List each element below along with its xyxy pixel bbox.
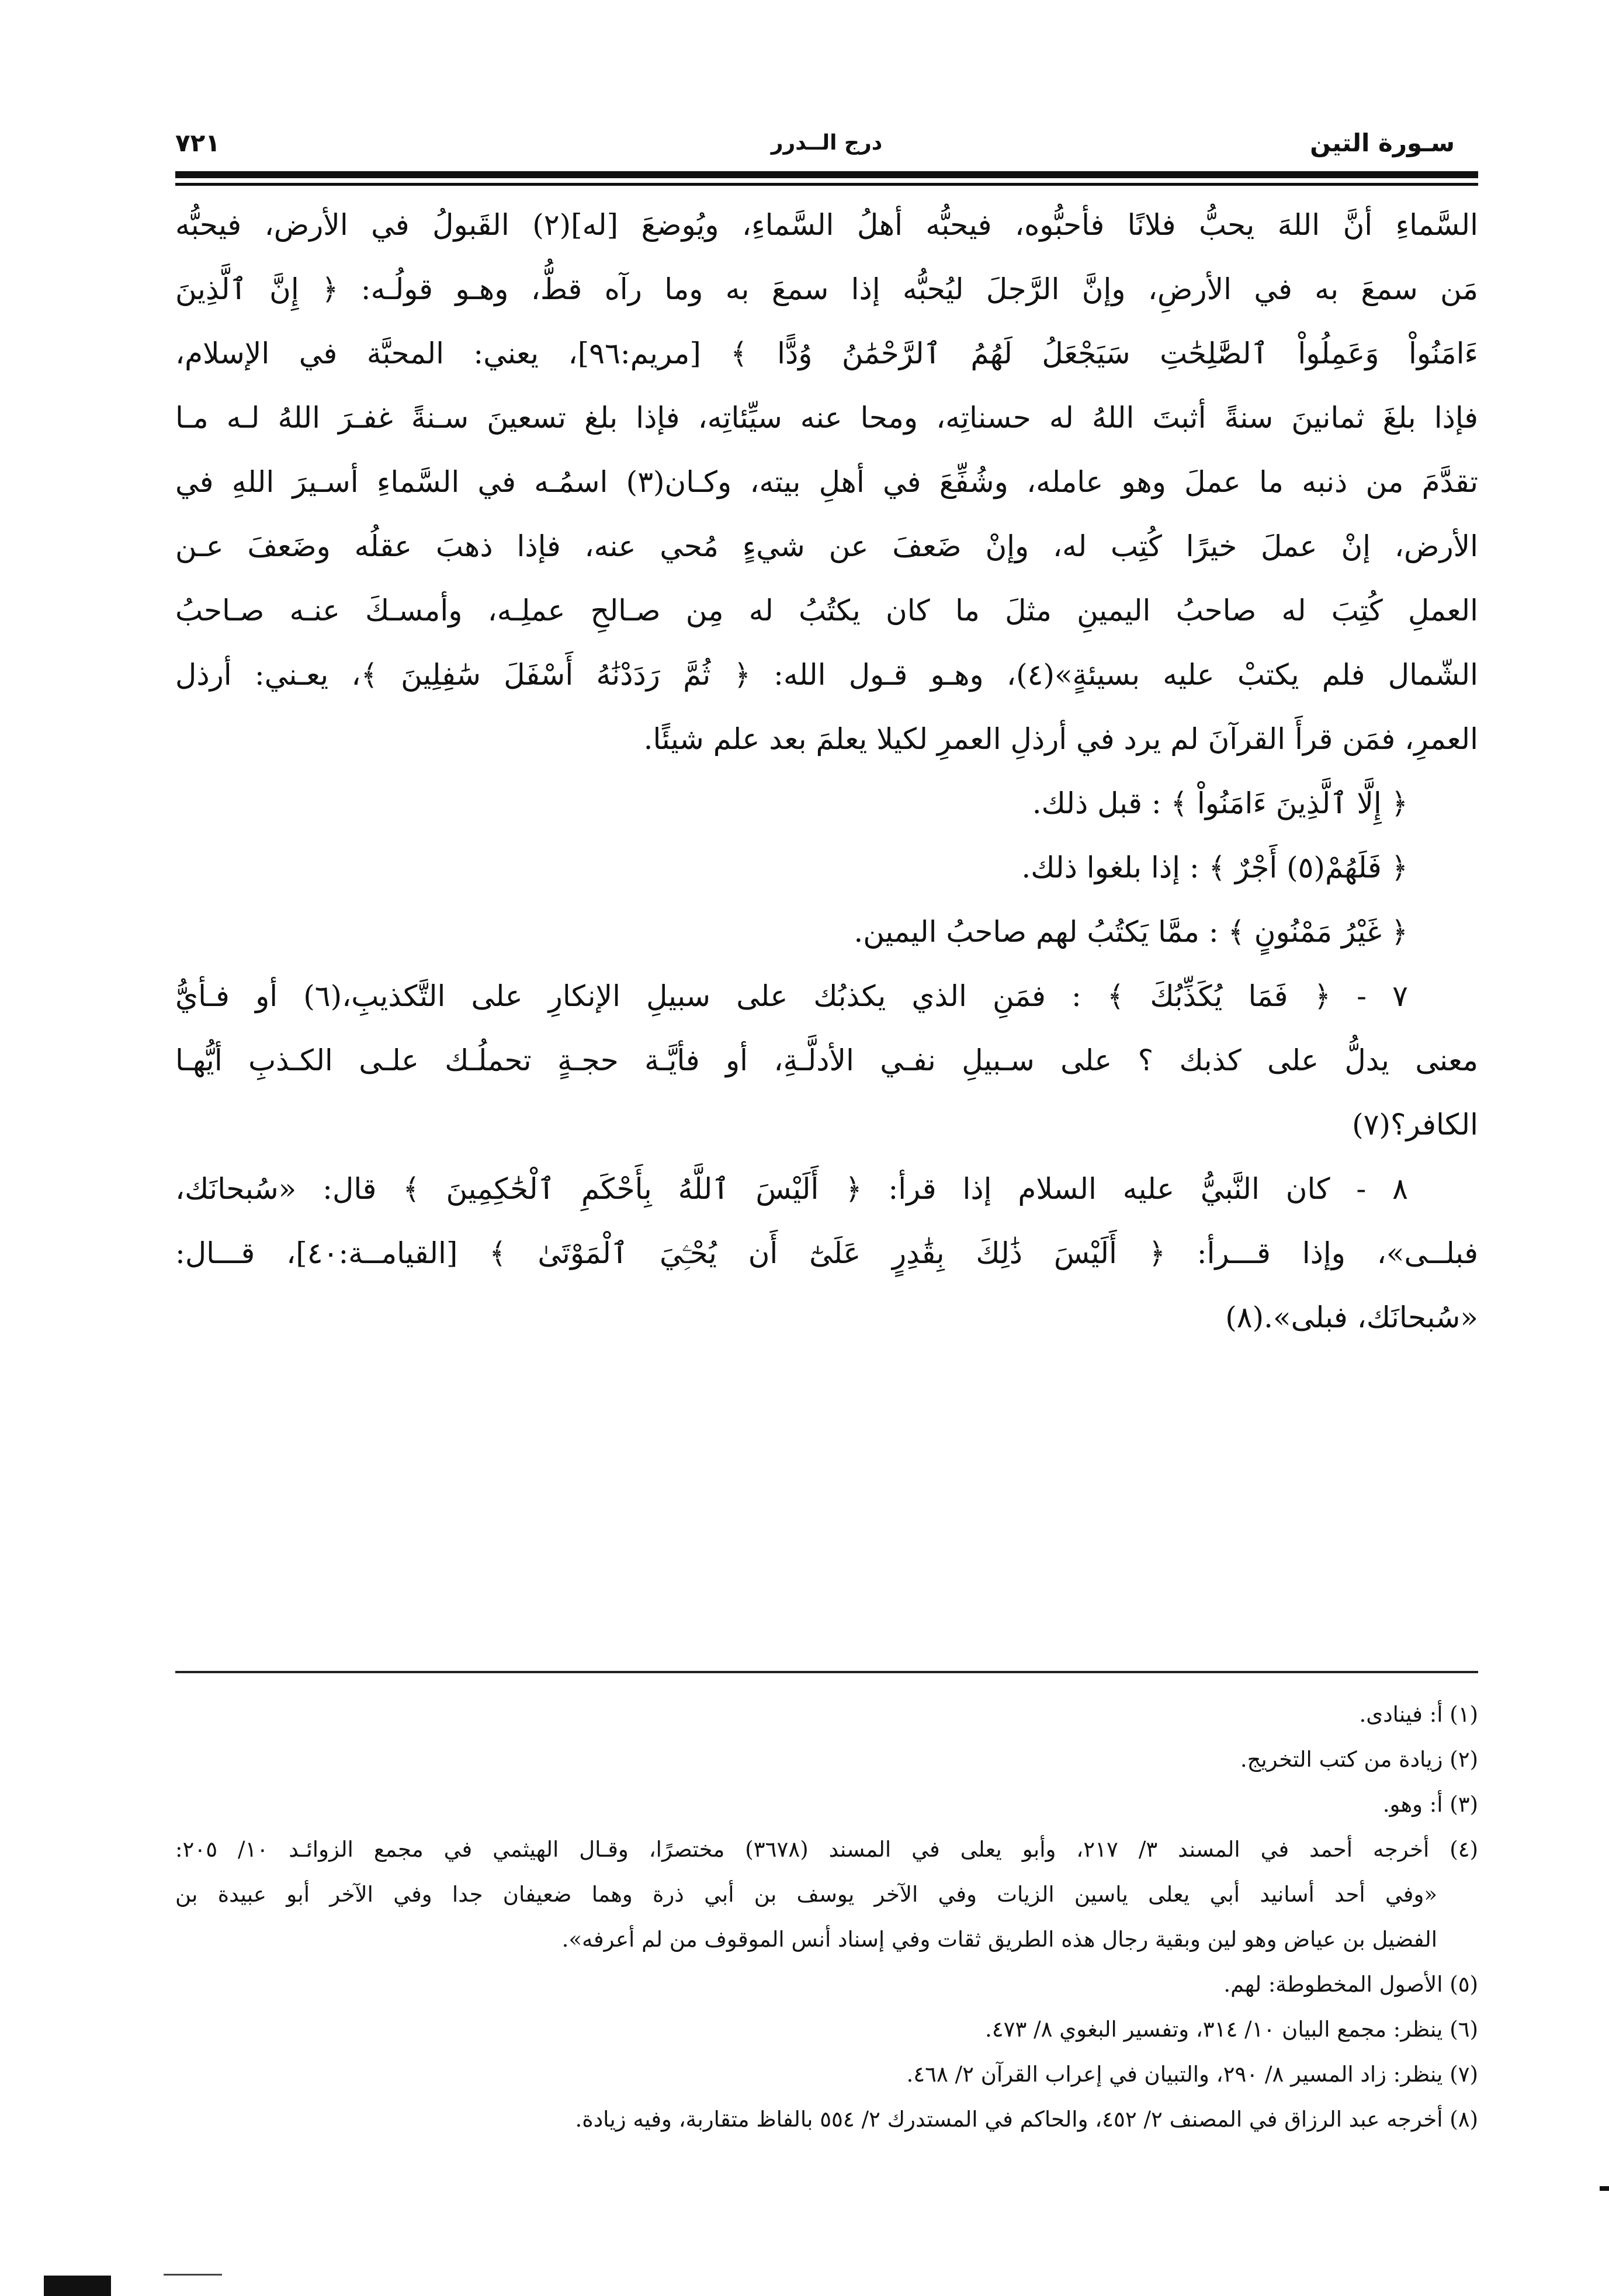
book-title: درج الــدرر [771,131,883,155]
running-header [175,117,1478,169]
text-line: فبلــى»، وإذا قـــرأ: ﴿ أَلَيْسَ ذَٰلِكَ بِقَٰدِرٍ عَلَىٰٓ أَن يُحْـِۧيَ ٱلْمَوْتَىٰ ﴾ [القيامــة:٤٠]، قـــال: [175,1236,1478,1270]
footnote: (٣) أ: وهو. [1382,1792,1478,1817]
text-line: الأرض، إنْ عملَ خيرًا كُتِب له، وإنْ ضَعفَ عن شيءٍ مُحي عنه، فإذا ذهبَ عقلُه وضَعفَ عـن [175,529,1478,563]
scan-artifact-dash [1600,2186,1609,2191]
text-line: «سُبحانَك، فبلى».(٨) [1225,1300,1478,1334]
scan-artifact-line [164,2274,222,2276]
footnote: (١) أ: فينادى. [1359,1702,1478,1727]
text-line: ءَامَنُواْ وَعَمِلُواْ ٱلصَّٰلِحَٰتِ سَيَجْعَلُ لَهُمُ ٱلرَّحْمَٰنُ وُدًّا ﴾ [مريم:٩٦]، يعني: المحبَّة في الإسلام، [175,337,1478,370]
main-text [175,193,1478,1350]
verse-line: ﴿ إِلَّا ٱلَّذِينَ ءَامَنُواْ ﴾ : قبل ذلك. [1032,786,1408,820]
footnote: (٨) أخرجه عبد الرزاق في المصنف ٢/ ٤٥٢، والحاكم في المستدرك ٢/ ٥٥٤ بالفاظ متقاربة، وفيه زيادة. [575,2107,1478,2132]
verse-line: ﴿ فَلَهُمْ(٥) أَجْرٌ ﴾ : إذا بلغوا ذلك. [1021,851,1408,885]
text-line: فإذا بلغَ ثمانينَ سنةً أثبتَ اللهُ له حسناتِه، ومحا عنه سيِّئاتِه، فإذا بلغ تسعينَ سـنةً غفـرَ اللهُ لـه مـا [175,401,1478,435]
text-line: السَّماءِ أنَّ اللهَ يحبُّ فلانًا فأحبُّوه، فيحبُّه أهلُ السَّماءِ، ويُوضعَ [له](٢) القَبولُ في الأرض، فيحبُّه [175,208,1478,242]
scan-artifact-bar [44,2276,111,2296]
text-line: تقدَّمَ من ذنبه ما عملَ وهو عامله، وشُفِّعَ في أهلِ بيته، وكـان(٣) اسمُـه في السَّماءِ أسـيرَ اللهِ في [175,465,1478,499]
footnote: (٥) الأصول المخطوطة: لهم. [1223,1972,1478,1997]
footnotes [175,1692,1478,2142]
footnote-continuation: الفضيل بن عياض وهو لين وبقية رجال هذه الطريق ثقات وفي إسناد أنس الموقوف من لم أعرفه». [561,1927,1437,1952]
footnote-separator [175,1671,1478,1673]
verse-line: ٧ - ﴿ فَمَا يُكَذِّبُكَ ﴾ : فمَنِ الذي يكذبُك على سبيلِ الإنكارِ على التَّكذيبِ،(٦) أو فـأيُّ [175,979,1408,1013]
text-line: الكافر؟(٧) [1352,1108,1478,1142]
verse-line: ﴿ غَيْرُ مَمْنُونٍ ﴾ : ممَّا يَكتُبُ لهم صاحبُ اليمين. [854,915,1408,949]
footnote: (٢) زيادة من كتب التخريج. [1240,1747,1478,1772]
footnote: (٧) ينظر: زاد المسير ٨/ ٢٩٠، والتبيان في إعراب القرآن ٢/ ٤٦٨. [906,2062,1478,2087]
surah-title: سـورة التين [1310,129,1455,157]
verse-line: ٨ - كان النَّبيُّ عليه السلام إذا قرأ: ﴿ أَلَيْسَ ٱللَّهُ بِأَحْكَمِ ٱلْحَٰكِمِينَ ﴾ قال: «سُبحانَك، [175,1172,1408,1206]
footnote: (٦) ينظر: مجمع البيان ١٠/ ٣١٤، وتفسير البغوي ٨/ ٤٧٣. [984,2017,1478,2042]
text-line: العملِ كُتِبَ له صاحبُ اليمينِ مثلَ ما كان يكتُبُ له مِن صـالحِ عملِـه، وأمسـكَ عنـه صـاحبُ [175,594,1478,627]
page-number: ٧٢١ [175,129,220,157]
text-line: الشّمال فلم يكتبْ عليه بسيئةٍ»(٤)، وهـو قـول الله: ﴿ ثُمَّ رَدَدْنَٰهُ أَسْفَلَ سَٰفِلِينَ ﴾، يعـني: أرذل [175,658,1478,692]
text-line: العمرِ، فمَن قرأَ القرآنَ لم يرد في أرذلِ العمرِ لكيلا يعلمَ بعد علم شيئًا. [643,722,1478,756]
footnote-continuation: «وفي أحد أسانيد أبي يعلى ياسين الزيات وفي الآخر يوسف بن أبي ذرة وهما ضعيفان جدا وفي الآخر أبو عبيدة بن [175,1882,1437,1907]
header-rule-thick [175,171,1478,178]
footnote: (٤) أخرجه أحمد في المسند ٣/ ٢١٧، وأبو يعلى في المسند (٣٦٧٨) مختصرًا، وقـال الهيثمي في مجمع الزوائـد ١٠/ ٢٠٥: [175,1837,1478,1862]
text-line: مَن سمعَ به في الأرضِ، وإنَّ الرَّجلَ ليُحبُّه إذا سمعَ به وما رآه قطُّ، وهـو قولُـه: ﴿ إِنَّ ٱلَّذِينَ [175,272,1478,306]
header-rule-thin [175,183,1478,186]
text-line: معنى يدلُّ على كذبك ؟ على سـبيلِ نفـي الأدلَّـةِ، أو فأيَّـة حجـةٍ تحملُـك علـى الكـذبِ أيُّهـا [175,1043,1478,1077]
